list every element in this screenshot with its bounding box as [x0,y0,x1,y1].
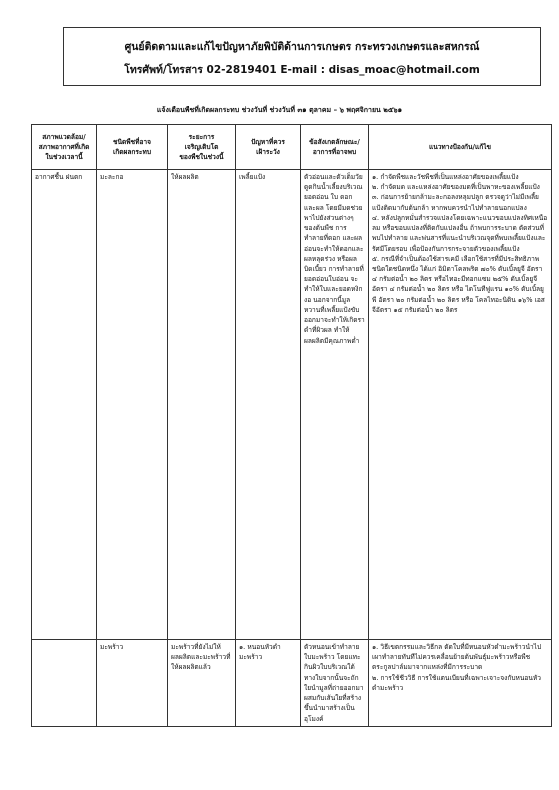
col-header-guidance: แนวทางป้องกัน/แก้ไข [369,125,552,170]
cell-growth-stage: ให้ผลผลิต [168,170,236,640]
cell-guidance: ๑. กำจัดพืชและวัชพืชที่เป็นแหล่งอาศัยของเพลี้ยแป้ง ๒. กำจัดมด และแหล่งอาศัยของมดที่เป็นพาหะของเพลี้ยแป้ง ๓. ก่อนการย้ายกล้ามะละกอลงหลุมปลูก ตรวจดูว่าไม่มีเพลี้ยแป้งติดมากับต้นกล้า หากพบควรนำไปทำลายนอกแปลง ๔. หลังปลูกหมั่นสำรวจแปลงโดยเฉพาะแนวขอบแปลงทิศเหนือลม หรือขอบแปลงที่ติดกับแปลงอื่น ถ้าพบการระบาด ตัดส่วนที่พบไปทำลาย และพ่นสารที่แนะนำบริเวณจุดที่พบเพลี้ยแป้งและรัศมีโดยรอบ เพื่อป้องกันการกระจายตัวของเพลี้ยแป้ง ๕. กรณีที่จำเป็นต้องใช้สารเคมี เลือกใช้สารที่มีประสิทธิภาพชนิดใดชนิดหนึ่ง ได้แก่ อิมิดาโคลพริด ๗๐% ดับเบิ้ลยูจี อัตรา ๔ กรัมต่อน้ำ ๒๐ ลิตร หรือไทอะมีทอกแซม ๒๕% ดับเบิ้ลยูจี อัตรา ๔ กรัมต่อน้ำ ๒๐ ลิตร หรือ ไดโนทีฟูแรน ๑๐% ดับเบิ้ลยูพี อัตรา ๒๐ กรัมต่อน้ำ ๒๐ ลิตร หรือ โคลไทอะนิดิน ๑๖% เอสจีอัตรา ๑๕ กรัมต่อน้ำ ๒๐ ลิตร [369,170,552,640]
table-row [32,170,552,640]
col-header-symptom: ข้อสังเกตลักษณะ/ อาการที่อาจพบ [301,125,369,170]
col-header-crop: ชนิดพืชที่อาจ เกิดผลกระทบ [97,125,168,170]
col-header-growth-stage: ระยะการ เจริญเติบโต ของพืชในช่วงนี้ [168,125,236,170]
cell-guidance: ๑. วิธีเขตกรรมและวิธีกล ตัดใบที่มีหนอนหัวดำมะพร้าวนำไปเผาทำลายทันทีไม่ควรเคลื่อนย้ายต้นพันธุ์มะพร้าวหรือพืชตระกูลปาล์มมาจากแหล่งที่มีการระบาด ๒. การใช้ชีววิธี การใช้แตนเบียนที่เฉพาะเจาะจงกับหนอนหัวดำมะพร้าว [369,640,552,727]
table-header-row [32,125,552,170]
pest-warning-table [31,124,552,727]
cell-environment [32,640,97,727]
cell-symptom: ตัวอ่อนและตัวเต็มวัยดูดกินน้ำเลี้ยงบริเวณยอดอ่อน ใบ ดอก และผล โดยมีมดช่วยพาไปยังส่วนต่างๆ ของต้นพืช การทำลายที่ดอก และผลอ่อนจะทำให้ดอกและผลหลุดร่วง หรือผลบิดเบี้ยว การทำลายที่ยอดอ่อนใบอ่อน จะทำให้ใบและยอดหงิกงอ นอกจากนี้มูลหวานที่เพลี้ยแป้งขับออกมาจะทำให้เกิดราดำที่ผิวผล ทำให้ผลผลิตมีคุณภาพต่ำ [301,170,369,640]
cell-crop: มะละกอ [97,170,168,640]
table-row [32,640,552,727]
cell-environment: อากาศชื้น ฝนตก [32,170,97,640]
cell-symptom: ตัวหนอนเข้าทำลายใบมะพร้าว โดยแทะกินผิวใบบริเวณใต้ทางใบจากนั้นจะถักใยนำมูลที่ถ่ายออกมาผสมกับเส้นใยที่สร้างขึ้นนำมาสร้างเป็นอุโมงค์ [301,640,369,727]
header-contact: โทรศัพท์/โทรสาร 02-2819401 E-mail : disas_moac@hotmail.com [124,64,480,76]
report-subtitle: แจ้งเตือนพืชที่เกิดผลกระทบ ช่วงวันที่ ช่วงวันที่ ๓๑ ตุลาคม – ๖ พฤศจิกายน ๒๕๖๑ [156,106,403,114]
col-header-problem: ปัญหาที่ควร เฝ้าระวัง [236,125,301,170]
cell-crop: มะพร้าว [97,640,168,727]
col-header-environment: สภาพแวดล้อม/ สภาพอากาศที่เกิด ในช่วงเวลานี้ [32,125,97,170]
cell-problem: เพลี้ยแป้ง [236,170,301,640]
cell-problem: ๑. หนอนหัวดำมะพร้าว [236,640,301,727]
header-agency: ศูนย์ติดตามและแก้ไขปัญหาภัยพิบัติด้านการเกษตร กระทรวงเกษตรและสหกรณ์ [124,41,480,53]
header-box [63,27,541,86]
cell-growth-stage: มะพร้าวที่ยังไม่ให้ผลผลิตและมะพร้าวที่ให้ผลผลิตแล้ว [168,640,236,727]
